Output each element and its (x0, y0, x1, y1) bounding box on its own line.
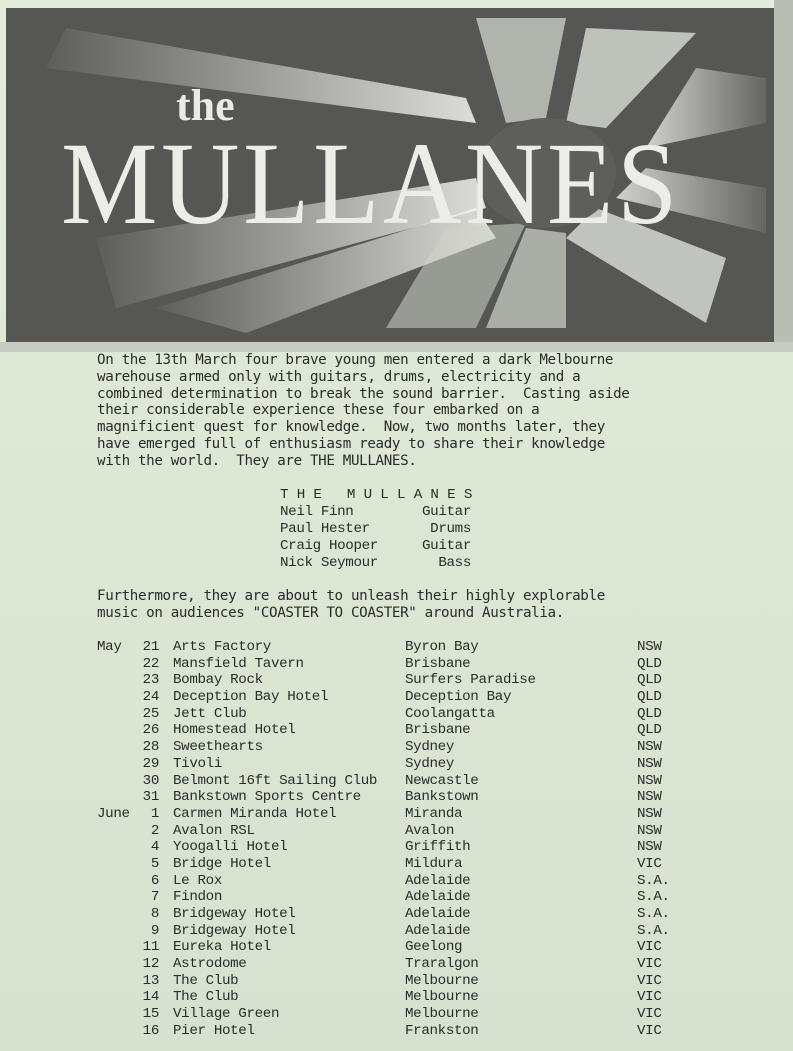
tour-city: Deception Bay (405, 689, 512, 706)
tour-venue: Bankstown Sports Centre (173, 789, 361, 806)
tour-date-row (97, 923, 697, 940)
tour-date-row (97, 823, 697, 840)
tour-city: Geelong (405, 939, 463, 956)
tour-venue: Eureka Hotel (173, 939, 271, 956)
tour-day: 13 (142, 972, 159, 989)
tour-venue: Tivoli (173, 755, 222, 772)
tour-state: NSW (637, 805, 662, 822)
tour-venue: Findon (173, 889, 222, 906)
banner-artwork (6, 8, 774, 342)
tour-state: NSW (637, 822, 662, 839)
tour-day: 21 (142, 639, 159, 655)
tour-state: NSW (637, 772, 662, 789)
tour-venue: Bridge Hotel (173, 855, 271, 872)
tour-city: Frankston (405, 1022, 479, 1039)
tour-day: 24 (142, 689, 159, 706)
tour-city: Sydney (405, 739, 454, 756)
tour-day: 1 (150, 805, 159, 822)
tour-city: Griffith (405, 839, 471, 856)
member-instrument: Guitar (422, 504, 471, 520)
tour-venue: Belmont 16ft Sailing Club (173, 772, 378, 789)
tour-state: VIC (637, 989, 662, 1006)
tour-state: S.A. (637, 872, 670, 889)
tour-venue: The Club (173, 989, 239, 1006)
tour-date-row (97, 756, 697, 773)
band-lineup (280, 487, 480, 572)
tour-venue: Astrodome (173, 956, 247, 973)
banner-bottom-edge (0, 342, 793, 352)
member-instrument: Guitar (422, 538, 471, 554)
tour-state: VIC (637, 855, 662, 872)
tour-venue: The Club (173, 972, 239, 989)
lineup-member (280, 538, 471, 555)
tour-day: 25 (142, 705, 159, 722)
tour-state: NSW (637, 739, 662, 756)
tour-venue: Deception Bay Hotel (173, 689, 329, 706)
tour-date-row (97, 789, 697, 806)
tour-day: 26 (142, 722, 159, 739)
tour-state: NSW (637, 639, 662, 655)
tour-day: 4 (150, 839, 159, 856)
tour-day: 12 (142, 956, 159, 973)
tour-date-row (97, 739, 697, 756)
tour-state: S.A. (637, 906, 670, 922)
tour-date-row (97, 906, 697, 923)
tour-venue: Village Green (173, 1006, 280, 1023)
member-name: Craig Hooper (280, 538, 378, 554)
tour-venue: Carmen Miranda Hotel (173, 805, 337, 822)
member-instrument: Bass (438, 555, 471, 571)
tour-city: Avalon (405, 822, 454, 839)
tour-venue: Pier Hotel (173, 1022, 255, 1039)
intro-paragraph: On the 13th March four brave young men entered a dark Melbourne warehouse armed only with guitars, drums, electricity and a combined determination to break the sound barrier. Casting aside their considerable experience these four embarked on a magnificient quest for knowledge. Now, two months later, they have emerged full of enthusiasm ready to share their knowledge with the world. They are THE MULLANES. (97, 352, 630, 469)
tour-city: Brisbane (405, 655, 471, 672)
tour-city: Adelaide (405, 922, 471, 939)
tour-date-row (97, 939, 697, 956)
tour-day: 31 (142, 789, 159, 806)
tour-state: S.A. (637, 922, 670, 939)
tour-city: Traralgon (405, 956, 479, 973)
tour-day: 11 (142, 939, 159, 956)
tour-day: 14 (142, 989, 159, 1006)
tour-city: Melbourne (405, 989, 479, 1006)
tour-day: 28 (142, 739, 159, 756)
tour-venue: Sweethearts (173, 739, 263, 756)
tour-venue: Le Rox (173, 872, 222, 889)
tour-venue: Homestead Hotel (173, 722, 296, 739)
tour-city: Newcastle (405, 772, 479, 789)
tour-day: 2 (150, 822, 159, 839)
tour-day: 9 (150, 922, 159, 939)
member-instrument: Drums (430, 521, 471, 537)
tour-state: VIC (637, 1006, 662, 1023)
lineup-member (280, 521, 471, 538)
tour-state: NSW (637, 839, 662, 856)
tour-venue: Yoogalli Hotel (173, 839, 288, 856)
lineup-member (280, 555, 471, 572)
tour-date-row (97, 973, 697, 990)
tour-month: June (97, 805, 130, 822)
tour-city: Adelaide (405, 906, 471, 922)
tour-state: QLD (637, 722, 662, 739)
tour-date-row (97, 873, 697, 890)
tour-date-row (97, 856, 697, 873)
tour-city: Miranda (405, 805, 463, 822)
tour-month: May (97, 639, 122, 655)
tour-day: 6 (150, 872, 159, 889)
tour-date-row (97, 639, 697, 656)
tour-state: NSW (637, 755, 662, 772)
tour-city: Surfers Paradise (405, 672, 536, 689)
tour-city: Sydney (405, 755, 454, 772)
tour-date-row (97, 806, 697, 823)
tour-state: VIC (637, 939, 662, 956)
tour-city: Adelaide (405, 872, 471, 889)
tour-city: Adelaide (405, 889, 471, 906)
member-name: Nick Seymour (280, 555, 378, 571)
tour-city: Mildura (405, 855, 463, 872)
tour-day: 22 (142, 655, 159, 672)
tour-date-row (97, 773, 697, 790)
tour-date-row (97, 1006, 697, 1023)
tour-date-row (97, 722, 697, 739)
tour-day: 23 (142, 672, 159, 689)
tour-date-row (97, 656, 697, 673)
tour-date-row (97, 956, 697, 973)
tour-city: Melbourne (405, 1006, 479, 1023)
tour-day: 7 (150, 889, 159, 906)
tour-day: 5 (150, 855, 159, 872)
logo-word-the: the (176, 81, 235, 130)
tour-state: QLD (637, 689, 662, 706)
tour-city: Brisbane (405, 722, 471, 739)
tour-announcement: Furthermore, they are about to unleash their highly explorable music on audiences "COASTER TO COASTER" around Australia. (97, 588, 605, 621)
tour-date-row (97, 1023, 697, 1040)
lineup-title: THE MULLANES (280, 487, 481, 503)
tour-state: NSW (637, 789, 662, 806)
tour-city: Byron Bay (405, 639, 479, 655)
tour-day: 30 (142, 772, 159, 789)
tour-state: QLD (637, 655, 662, 672)
tour-state: VIC (637, 956, 662, 973)
tour-city: Coolangatta (405, 705, 495, 722)
tour-venue: Avalon RSL (173, 822, 255, 839)
tour-venue: Bridgeway Hotel (173, 922, 296, 939)
member-name: Paul Hester (280, 521, 370, 537)
tour-dates-list (97, 639, 697, 1040)
tour-state: QLD (637, 705, 662, 722)
tour-day: 16 (142, 1022, 159, 1039)
tour-venue: Arts Factory (173, 639, 271, 655)
tour-day: 15 (142, 1006, 159, 1023)
tour-city: Bankstown (405, 789, 479, 806)
tour-state: VIC (637, 972, 662, 989)
banner-edge (774, 0, 793, 352)
tour-venue: Jett Club (173, 705, 247, 722)
tour-day: 8 (150, 906, 159, 922)
tour-date-row (97, 689, 697, 706)
tour-date-row (97, 706, 697, 723)
tour-day: 29 (142, 755, 159, 772)
tour-venue: Bridgeway Hotel (173, 906, 296, 922)
tour-venue: Bombay Rock (173, 672, 263, 689)
tour-state: QLD (637, 672, 662, 689)
member-name: Neil Finn (280, 504, 354, 520)
tour-date-row (97, 839, 697, 856)
tour-venue: Mansfield Tavern (173, 655, 304, 672)
lineup-member (280, 504, 471, 521)
band-logo-banner (6, 8, 774, 342)
tour-state: VIC (637, 1022, 662, 1039)
tour-date-row (97, 989, 697, 1006)
tour-date-row (97, 889, 697, 906)
tour-city: Melbourne (405, 972, 479, 989)
tour-date-row (97, 672, 697, 689)
tour-state: S.A. (637, 889, 670, 906)
logo-word-mullanes: MULLANES (61, 118, 681, 249)
